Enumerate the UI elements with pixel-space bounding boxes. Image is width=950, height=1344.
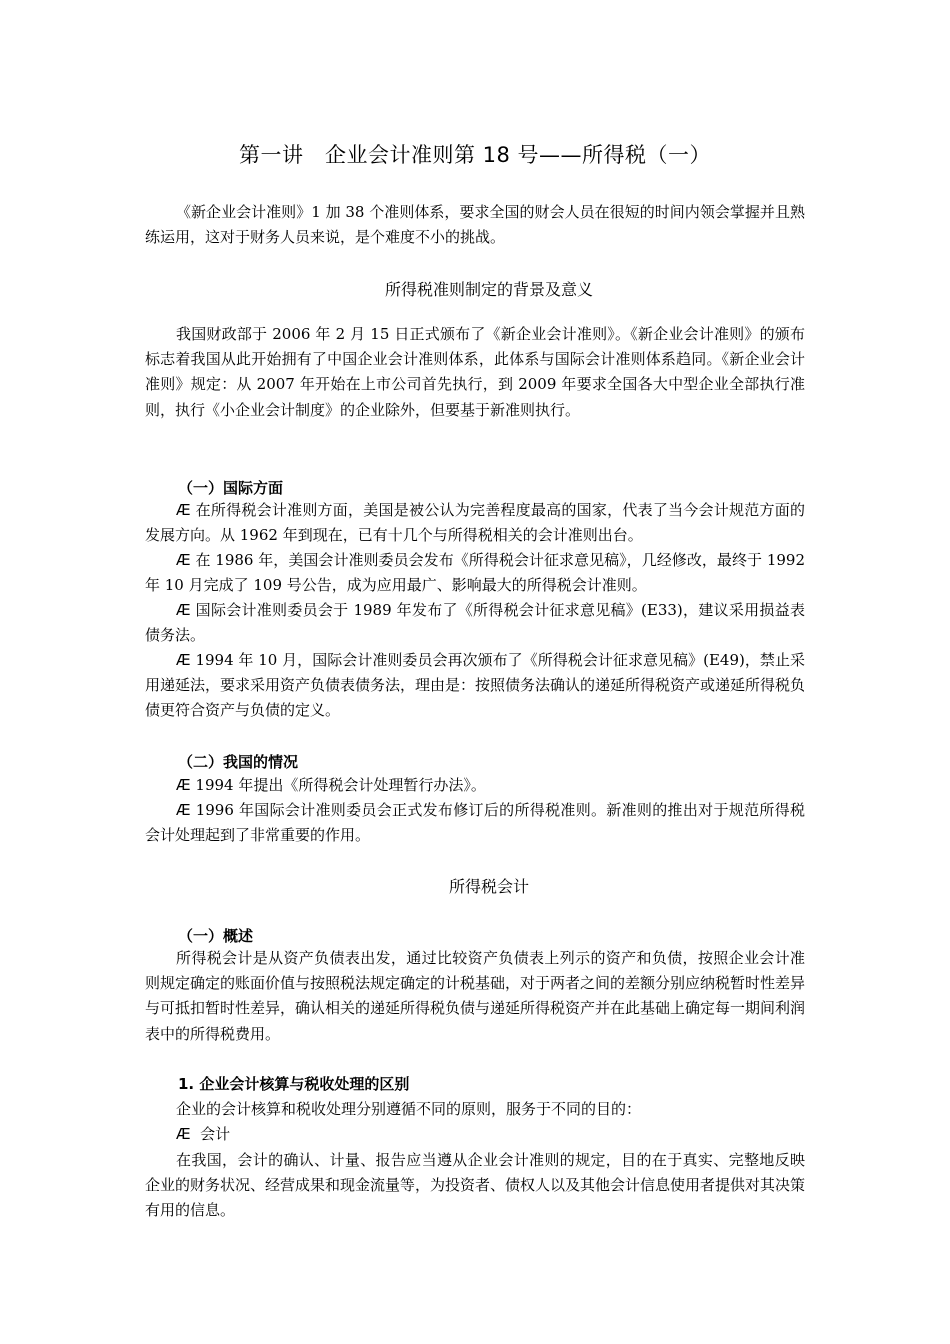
bullet-marker: Æ <box>176 801 191 819</box>
section-heading-background: 所得税准则制定的背景及意义 <box>384 280 593 299</box>
item-text: 在所得税会计准则方面，美国是被公认为完善程度最高的国家，代表了当今会计规范方面的发展方向。从 1962 年到现在，已有十几个与所得税相关的会计准则出台。 <box>145 501 805 545</box>
accounting-paragraph: 在我国，会计的确认、计量、报告应当遵从企业会计准则的规定，目的在于真实、完整地反映企业的财务状况、经营成果和现金流量等，为投资者、债权人以及其他会计信息使用者提供对其决策有用的信息。 <box>145 1151 806 1220</box>
subheading-international: （一）国际方面 <box>178 479 284 497</box>
section-heading-income-tax-accounting: 所得税会计 <box>448 877 529 896</box>
item-text: 在 1986 年，美国会计准则委员会发布《所得税会计征求意见稿》，几经修改，最终于 1992 年 10 月完成了 109 号公告，成为应用最广、影响最大的所得税会计准则。 <box>145 551 805 595</box>
overview-paragraph: 所得税会计是从资产负债表出发，通过比较资产负债表上列示的资产和负债，按照企业会计准则规定确定的账面价值与按照税法规定确定的计税基础，对于两者之间的差额分别应纳税暂时性差异与可抵扣暂时性差异，确认相关的递延所得税负债与递延所得税资产并在此基础上确定每一期间利润表中的所得税费用。 <box>145 949 806 1043</box>
background-paragraph: 我国财政部于 2006 年 2 月 15 日正式颁布了《新企业会计准则》。《新企业会计准则》的颁布标志着我国从此开始拥有了中国企业会计准则体系，此体系与国际会计准则体系趋同。《新企业会计准则》规定：从 2007 年开始在上市公司首先执行，到 2009 年要求全国各大中型企业全部执行准则，执行《小企业会计制度》的企业除外，但要基于新准则执行。 <box>145 325 805 419</box>
item-text: 1994 年提出《所得税会计处理暂行办法》。 <box>195 776 486 794</box>
item-text: 国际会计准则委员会于 1989 年发布了《所得税会计征求意见稿》(E33)，建议采用损益表债务法。 <box>145 601 805 645</box>
bullet-marker: Æ <box>176 601 191 619</box>
domestic-item-2 <box>145 798 805 848</box>
accounting-bullet <box>176 1123 230 1144</box>
bullet-marker: Æ <box>176 651 191 669</box>
document-title: 第一讲 企业会计准则第 18 号——所得税（一） <box>238 143 712 167</box>
bullet-marker: Æ <box>176 501 191 519</box>
intro-paragraph: 《新企业会计准则》1 加 38 个准则体系，要求全国的财会人员在很短的时间内领会掌握并且熟练运用，这对于财务人员来说，是个难度不小的挑战。 <box>145 203 805 247</box>
subheading-domestic: （二）我国的情况 <box>178 753 299 771</box>
bullet-marker: Æ <box>176 776 191 794</box>
international-item-3 <box>145 598 805 648</box>
bullet-marker: Æ <box>176 551 191 569</box>
international-item-1 <box>145 498 805 548</box>
domestic-item-1 <box>145 773 805 798</box>
bullet-marker: Æ <box>176 1125 191 1143</box>
bullet-label: 会计 <box>200 1125 231 1143</box>
item-text: 1994 年 10 月，国际会计准则委员会再次颁布了《所得税会计征求意见稿》(E49)，禁止采用递延法，要求采用资产负债表债务法，理由是：按照债务法确认的递延所得税资产或递延所得税负债更符合资产与负债的定义。 <box>145 651 806 720</box>
international-item-4 <box>145 648 805 724</box>
item-text: 1996 年国际会计准则委员会正式发布修订后的所得税准则。新准则的推出对于规范所得税会计处理起到了非常重要的作用。 <box>145 801 805 845</box>
difference-lead: 企业的会计核算和税收处理分别遵循不同的原则，服务于不同的目的： <box>176 1100 642 1118</box>
subheading-difference: 1. 企业会计核算与税收处理的区别 <box>178 1075 410 1093</box>
international-item-2 <box>145 548 805 598</box>
subheading-overview: （一）概述 <box>178 927 254 945</box>
